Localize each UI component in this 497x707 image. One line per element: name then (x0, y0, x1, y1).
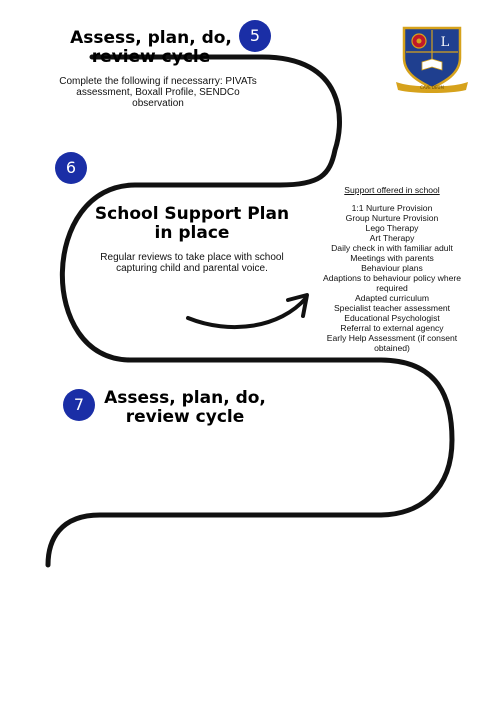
support-item: Referral to external agency (340, 323, 444, 333)
support-item: Behaviour plans (361, 263, 423, 273)
support-item: Early Help Assessment (if consent obtained) (326, 333, 458, 353)
step-7-badge: 7 (63, 389, 95, 421)
step-6-body: Regular reviews to take place with school capturing child and parental voice. (100, 252, 284, 274)
school-crest-logo (392, 22, 472, 94)
step-5-title: Assess, plan, do, review cycle (70, 28, 232, 67)
step-6-badge: 6 (55, 152, 87, 184)
support-item: Educational Psychologist (344, 313, 440, 323)
step-5-body: Complete the following if necessarry: PIVATs assessment, Boxall Profile, SENDCo observation (59, 76, 257, 109)
step-5-badge: 5 (239, 20, 271, 52)
crest-letter: L (440, 35, 450, 50)
step-6-title: School Support Plan in place (94, 204, 290, 243)
support-item: Specialist teacher assessment (333, 303, 451, 313)
support-item: Art Therapy (369, 233, 415, 243)
step-7-title: Assess, plan, do, review cycle (104, 388, 266, 427)
support-item: 1:1 Nurture Provision (351, 203, 433, 213)
support-item: Lego Therapy (365, 223, 419, 233)
crest-ribbon-text: CAVE DEUM (420, 85, 444, 90)
support-item: Group Nurture Provision (345, 213, 439, 223)
support-item: Adapted curriculum (354, 293, 430, 303)
support-item: Meetings with parents (350, 253, 434, 263)
support-item: Adaptions to behaviour policy where required (322, 273, 462, 293)
support-item: Daily check in with familiar adult (331, 243, 453, 253)
support-list (312, 185, 472, 353)
support-heading: Support offered in school (344, 185, 440, 195)
